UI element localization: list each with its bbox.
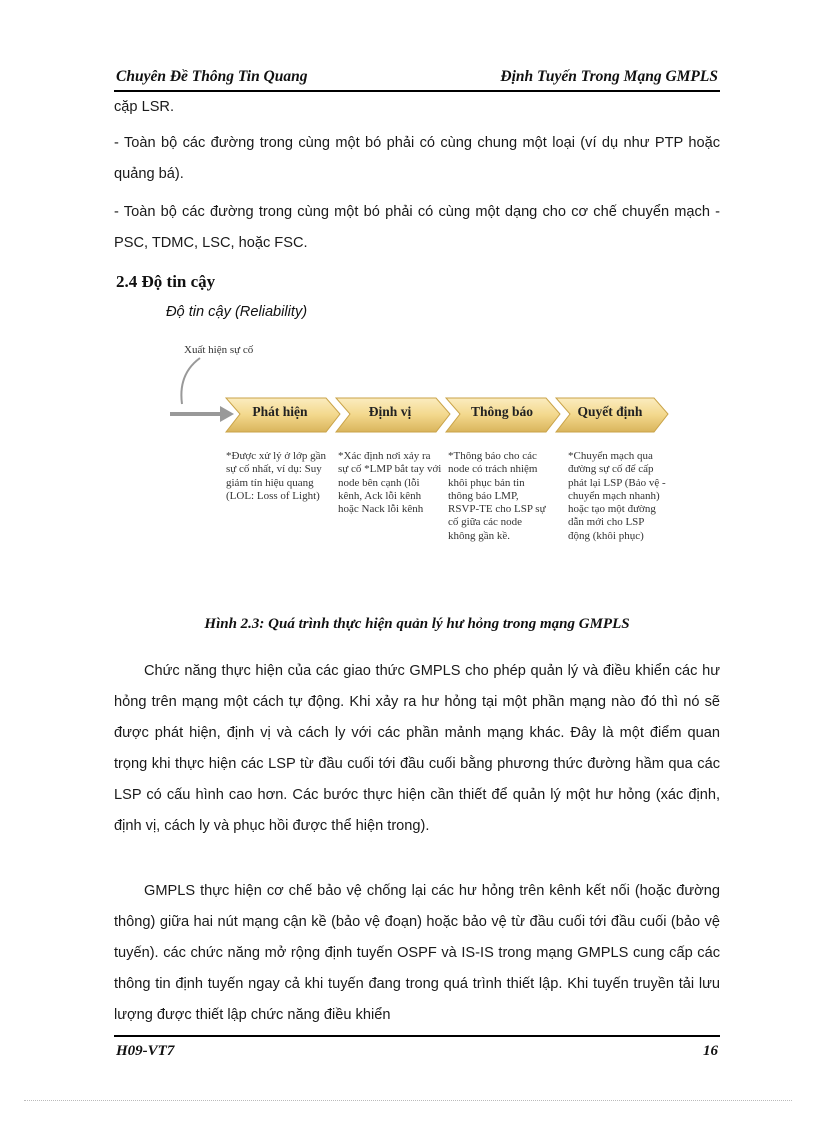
body-paragraph-1: Chức năng thực hiện của các giao thức GMPLS cho phép quản lý và điều khiển các hư hỏng trên mạng một cách tự động. Khi xảy ra hư hỏng tại một phần mạng nào đó thì nó sẽ được phát hiện, định vị và cách ly với các phần mảnh mạng khác. Đây là một điểm quan trọng khi thực hiện các LSP từ đầu cuối tới đầu cuối bằng phương thức đường hầm qua các LSP có cấu hình cao hơn. Các bước thực hiện cần thiết để quản lý một hư hỏng (xác định, định vị, cách ly và phục hồi được thể hiện trong). [114,663,720,834]
section-heading: 2.4 Độ tin cậy [116,272,216,291]
footer-doc-code: H09-VT7 [116,1043,175,1059]
header-title-right: Định Tuyến Trong Mạng GMPLS [500,68,718,85]
bullet-paragraph-1: - Toàn bộ các đường trong cùng một bó phải có cùng chung một loại (ví dụ như PTP hoặc quảng bá). [114,135,720,182]
page-header [114,66,720,92]
trigger-label: Xuất hiện sự cố [184,344,254,356]
step-desc-decide: *Chuyển mạch qua đường sự cố để cấp phát lại LSP (Bảo vệ - chuyển mạch nhanh) hoặc tạo một đường dẫn mới cho LSP động (khôi phục) [568,450,666,542]
bullet-paragraph-2: - Toàn bộ các đường trong cùng một bó phải có cùng một dạng cho cơ chế chuyển mạch - PSC, TDMC, LSC, hoặc FSC. [114,204,720,251]
header-title-left: Chuyên Đề Thông Tin Quang [116,68,308,85]
page-footer [114,1035,720,1063]
step-label-locate: Định vị [368,404,412,419]
body-paragraph-2: GMPLS thực hiện cơ chế bảo vệ chống lại các hư hỏng trên kênh kết nối (hoặc đường thông) giữa hai nút mạng cận kề (bảo vệ đoạn) hoặc bảo vệ từ đầu cuối tới đầu cuối (bảo vệ tuyến). các chức năng mở rộng định tuyến OSPF và IS-IS trong mạng GMPLS cung cấp các thông tin định tuyến ngay cả khi tuyến đang trong quá trình thiết lập. Khi tuyến truyền tải lưu lượng được thiết lập chức năng điều khiển [114,883,720,1023]
step-label-notify: Thông báo [471,404,533,419]
step-label-detect: Phát hiện [252,404,308,419]
trigger-curve-arrow [181,358,200,404]
figure-caption: Hình 2.3: Quá trình thực hiện quản lý hư hỏng trong mạng GMPLS [204,616,630,632]
fault-management-diagram [170,334,680,604]
page-number: 16 [703,1043,718,1059]
step-desc-locate: *Xác định nơi xảy ra sự cố *LMP bắt tay với node bên cạnh (lỗi kênh, Ack lỗi kênh hoặc Nack lỗi kênh [338,450,442,516]
page-edge-divider [24,1100,792,1101]
paragraph-continuation: cặp LSR. [114,99,175,115]
step-desc-detect: *Được xử lý ở lớp gần sự cố nhất, ví dụ: Suy giảm tín hiệu quang (LOL: Loss of Light) [226,450,326,502]
step-desc-notify: *Thông báo cho các node có trách nhiệm khôi phục bản tin thông báo LMP, RSVP-TE cho LSP sự cố giữa các node không gần kề. [448,450,546,542]
section-subheading: Độ tin cậy (Reliability) [166,304,308,320]
step-label-decide: Quyết định [577,404,643,419]
